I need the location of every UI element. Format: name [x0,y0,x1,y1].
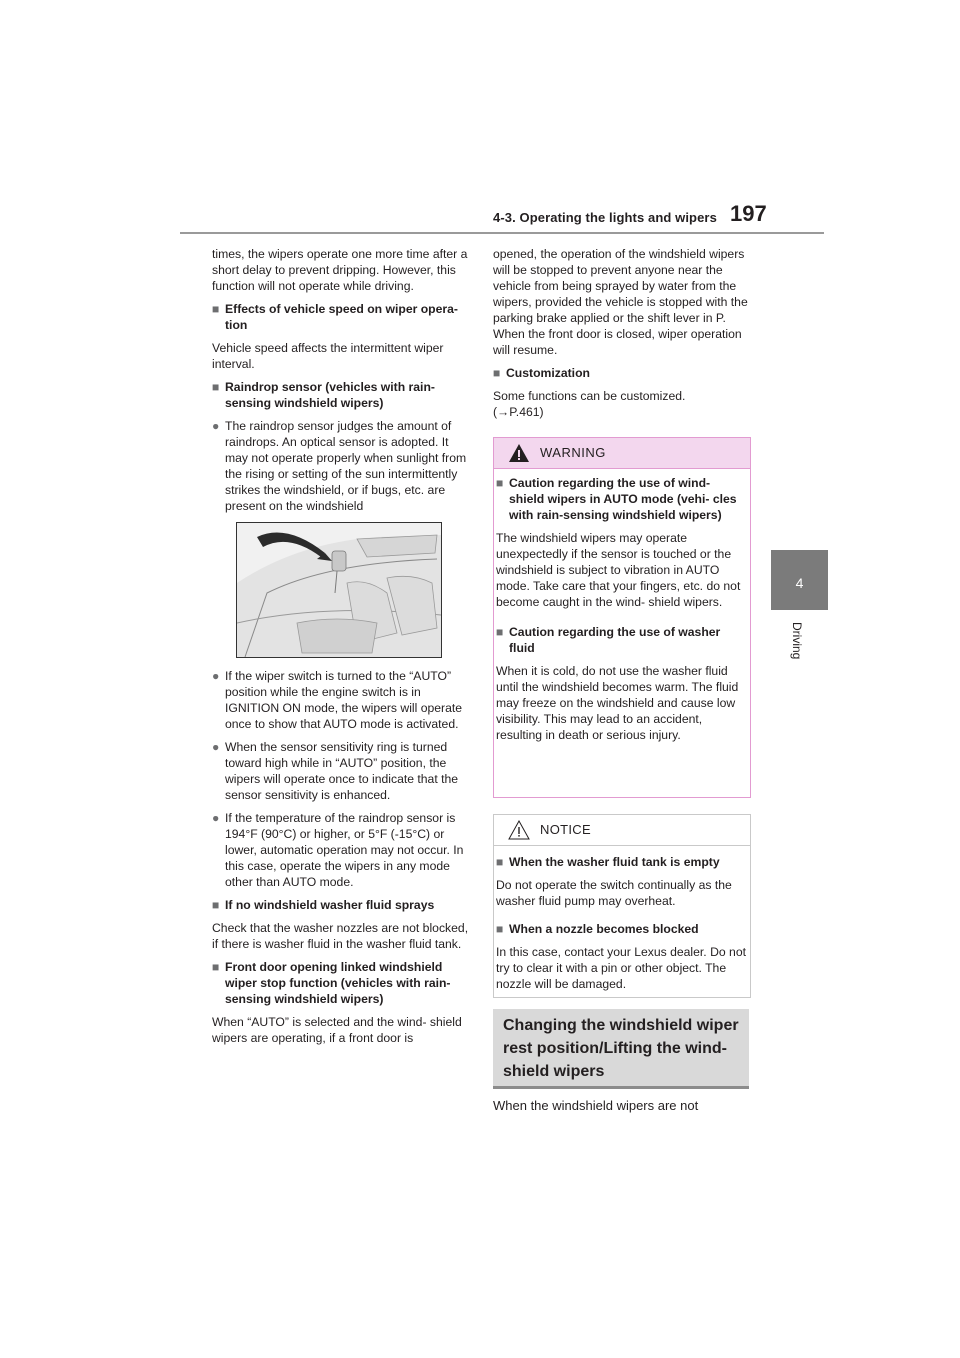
page-reference-link[interactable]: (→P.461) [493,405,544,419]
heading-vehicle-speed [212,301,470,333]
square-bullet-icon: ■ [496,476,504,490]
notice-heading-tank-empty [496,854,748,870]
square-bullet-icon: ■ [212,898,220,912]
bullet-icon: ● [212,740,220,754]
bullet-text: When the sensor sensitivity ring is turned toward high while in “AUTO” position, the wipers will operate once to indicate that the sensor sensitivity is enhanced. [225,740,459,802]
warning-header [494,438,750,469]
heading-text: Front door opening linked windshield wiper stop function (vehicles with rain-sensing windshield wipers) [225,960,451,1006]
notice-title: NOTICE [540,822,591,837]
heading-text: When the washer fluid tank is empty [509,855,720,869]
paragraph-front-door-continued: opened, the operation of the windshield wipers will be stopped to prevent anyone near the vehicle from being sprayed by water from the wipers, provided the vehicle is stopped with the parking brake applied or the shift lever in P. When the front door is closed, wiper operation will resume. [493,247,748,357]
warning-heading-auto-mode [496,475,748,523]
warning-title: WARNING [540,445,606,460]
paragraph-washer-fluid: Check that the washer nozzles are not blocked, if there is washer fluid in the washer fluid tank. [212,921,469,951]
notice-heading-nozzle-blocked [496,921,748,937]
right-column [493,246,751,427]
bullet-item [212,739,470,803]
heading-text: If no windshield washer fluid sprays [225,898,435,912]
heading-text: Caution regarding the use of washer fluid [509,625,721,655]
heading-text: When a nozzle becomes blocked [509,922,699,936]
intro-paragraph: times, the wipers operate one more time after a short delay to prevent dripping. However, this function will not operate while driving. [212,247,468,293]
chapter-tab-number: 4 [795,575,804,591]
square-bullet-icon: ■ [496,855,504,869]
heading-text: Raindrop sensor (vehicles with rain-sensing windshield wipers) [225,380,435,410]
warning-heading-washer-fluid [496,624,748,656]
heading-text: Caution regarding the use of wind- shield wipers in AUTO mode (vehi- cles with rain-sensing windshield wipers) [509,476,737,522]
heading-raindrop-sensor [212,379,470,411]
notice-box [493,814,751,998]
bullet-item [212,668,470,732]
bullet-text: The raindrop sensor judges the amount of raindrops. An optical sensor is adopted. It may not operate properly when sunlight from the rising or setting of the sun intermittently strikes the windshield, or if bugs, etc. are present on the windshield [225,419,467,513]
notice-header [494,815,750,846]
heading-front-door [212,959,470,1007]
paragraph-vehicle-speed: Vehicle speed affects the intermittent wiper interval. [212,341,444,371]
bullet-text: If the temperature of the raindrop sensor is 194°F (90°C) or higher, or 5°F (-15°C) or lower, automatic operation may not occur. In this case, operate the wipers in any mode other than AUTO mode. [225,811,464,889]
bullet-icon: ● [212,669,220,683]
warning-body [494,469,750,743]
heading-washer-fluid [212,897,470,913]
bullet-icon: ● [212,419,220,433]
warning-paragraph-washer-fluid: When it is cold, do not use the washer fluid until the windshield becomes warm. The fluid may freeze on the windshield and cause low visibility. This may lead to an accident, resulting in death or serious injury. [496,664,739,742]
windshield-sensor-image [237,523,441,657]
warning-triangle-icon [508,443,530,463]
square-bullet-icon: ■ [496,922,504,936]
header-rule [180,232,824,234]
header-section-title: 4-3. Operating the lights and wipers [493,210,717,225]
square-bullet-icon: ■ [212,380,220,394]
left-column [212,246,470,1053]
warning-box [493,437,751,798]
notice-paragraph-nozzle-blocked: In this case, contact your Lexus dealer. Do not try to clear it with a pin or other object. The nozzle will be damaged. [496,945,746,991]
customization-text: Some functions can be customized. [493,389,686,403]
heading-customization [493,365,751,381]
heading-text: Customization [506,366,590,380]
bullet-item [212,810,470,890]
square-bullet-icon: ■ [212,960,220,974]
square-bullet-icon: ■ [493,366,501,380]
section-heading: Changing the windshield wiper rest position/Lifting the wind- shield wipers [493,1009,749,1089]
paragraph-customization [493,388,751,420]
square-bullet-icon: ■ [212,302,220,316]
page-number: 197 [730,201,767,226]
bullet-icon: ● [212,811,220,825]
heading-text: Effects of vehicle speed on wiper opera- tion [225,302,458,332]
warning-paragraph-auto-mode: The windshield wipers may operate unexpectedly if the sensor is touched or the windshield is subject to vibration in AUTO mode. Take care that your fingers, etc. do not become caught in the wind- shield wipers. [496,531,741,609]
windshield-sensor-illustration [236,522,442,658]
bullet-item [212,418,470,514]
notice-paragraph-tank-empty: Do not operate the switch continually as the washer fluid pump may overheat. [496,878,732,908]
paragraph-front-door: When “AUTO” is selected and the wind- shield wipers are operating, if a front door is [212,1015,462,1045]
chapter-tab-label: Driving [790,622,804,660]
notice-body [494,846,750,992]
bullet-text: If the wiper switch is turned to the “AUTO” position while the engine switch is in IGNITION ON mode, the wipers will operate once to show that AUTO mode is activated. [225,669,463,731]
section-first-line: When the windshield wipers are not [493,1098,699,1113]
square-bullet-icon: ■ [496,625,504,639]
notice-triangle-icon [508,820,530,840]
